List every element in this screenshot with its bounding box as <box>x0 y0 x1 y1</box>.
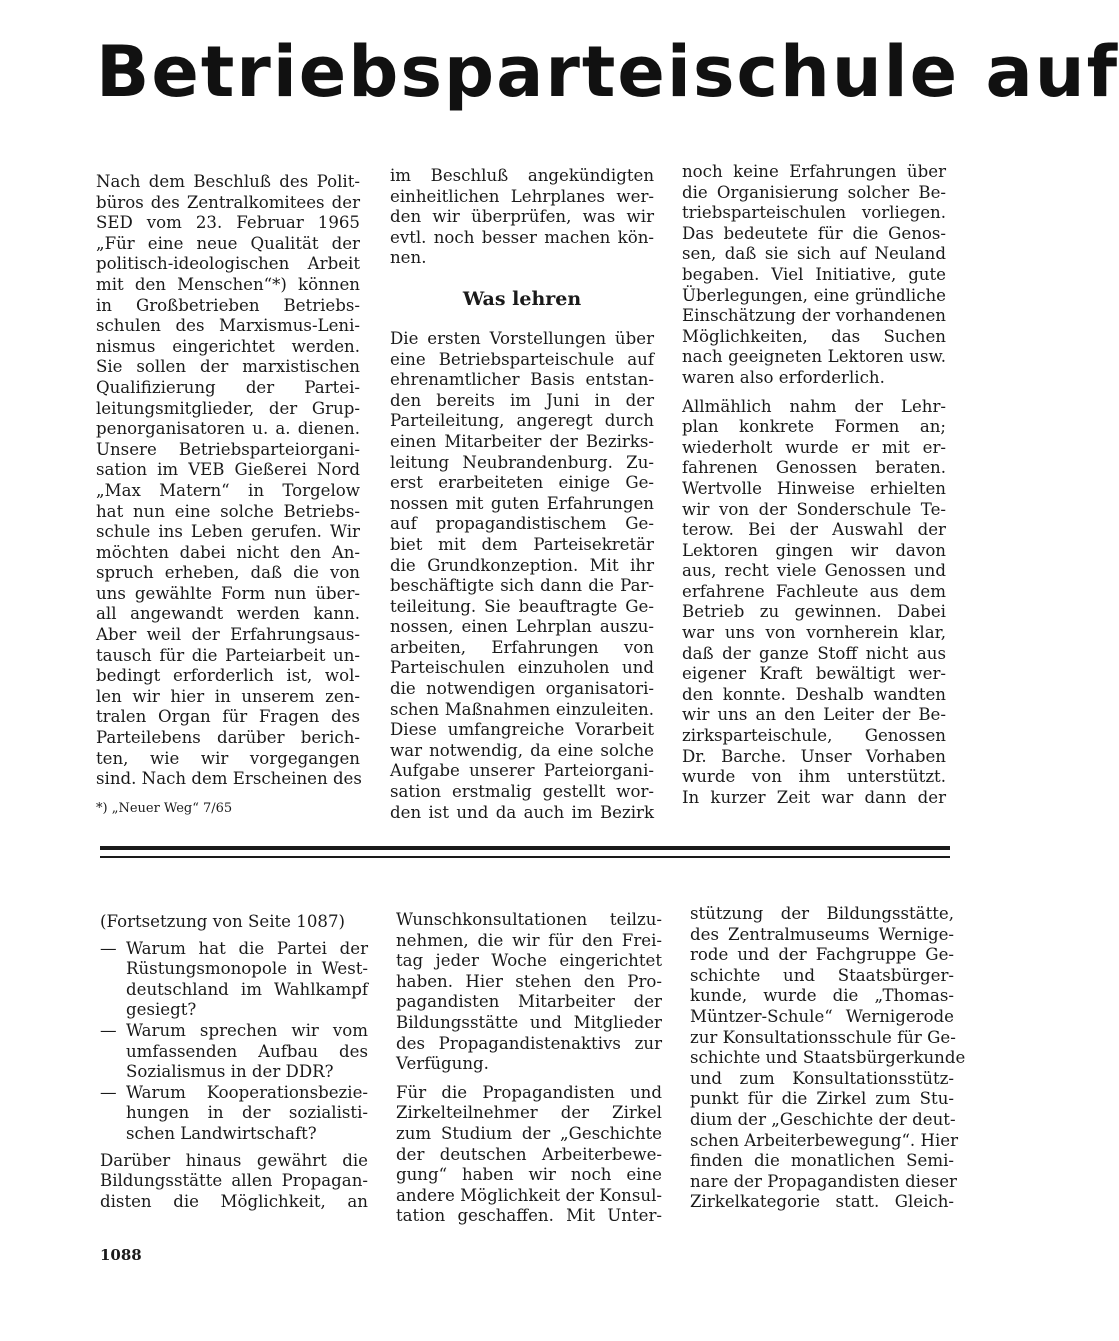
text-line: finden die monatlichen Semi- <box>690 1151 954 1171</box>
dash-bullet: — <box>100 938 117 958</box>
text-line: schule ins Leben gerufen. Wir <box>96 522 360 542</box>
text-line: war uns von vornherein klar, <box>682 623 946 643</box>
text-line: Diese umfangreiche Vorarbeit <box>390 720 654 740</box>
text-line: die Grundkonzeption. Mit ihr <box>390 555 654 575</box>
article-column-3 <box>682 162 946 808</box>
text-line: eigener Kraft bewältigt wer- <box>682 664 946 684</box>
text-line: nehmen, die wir für den Frei- <box>396 930 662 950</box>
question-item <box>100 1021 368 1083</box>
text-line: plan konkrete Formen an; <box>682 417 946 437</box>
text-line: Parteilebens darüber berich- <box>96 728 360 748</box>
text-line: zur Konsultationsschule für Ge- <box>690 1027 956 1047</box>
text-line: einheitlichen Lehrplanes wer- <box>390 186 654 206</box>
text-line: hat nun eine solche Betriebs- <box>96 501 360 521</box>
text-line: Aber weil der Erfahrungsaus- <box>96 625 360 645</box>
text-line: sation erstmalig gestellt wor- <box>390 782 654 802</box>
subheading: Was lehren <box>462 287 582 310</box>
text-line: Dr. Barche. Unser Vorhaben <box>682 746 946 766</box>
text-line <box>100 1124 368 1145</box>
text-line: erst erarbeiteten einige Ge- <box>390 473 654 493</box>
text-line: der deutschen Arbeiterbewe- <box>396 1144 662 1164</box>
text-line <box>100 1042 368 1063</box>
text-line: einen Mitarbeiter der Bezirks- <box>390 431 654 451</box>
text-line: auf propagandistischem Ge- <box>390 514 654 534</box>
text-line: waren also erforderlich. <box>682 367 885 387</box>
question-text: deutschland im Wahlkampf <box>126 979 368 999</box>
section-divider <box>100 846 950 850</box>
text-line: stützung der Bildungsstätte, <box>690 904 954 923</box>
text-line: wir uns an den Leiter der Be- <box>682 705 946 725</box>
text-line: sind. Nach dem Erscheinen des <box>96 769 362 789</box>
text-line: nach geeigneten Lektoren usw. <box>682 347 946 367</box>
text-line: begaben. Viel Initiative, gute <box>682 264 946 284</box>
text-line: Zirkelteilnehmer der Zirkel <box>396 1103 662 1123</box>
text-line: zirksparteischule, Genossen <box>682 726 946 746</box>
text-line: SED vom 23. Februar 1965 <box>96 213 360 233</box>
article-column-2 <box>390 166 654 823</box>
text-line: zum Studium der „Geschichte <box>396 1123 662 1143</box>
text-line: tausch für die Parteiarbeit un- <box>96 645 360 665</box>
text-line: noch keine Erfahrungen über <box>682 162 946 181</box>
text-line: ten, wie wir vorgegangen <box>96 748 360 768</box>
text-line: Wertvolle Hinweise erhielten <box>682 478 946 498</box>
question-text: schen Landwirtschaft? <box>126 1123 317 1143</box>
text-line: len wir hier in unserem zen- <box>96 686 360 706</box>
text-line: Parteischulen einzuholen und <box>390 658 654 678</box>
text-line: triebsparteischulen vorliegen. <box>682 203 946 223</box>
text-line: rode und der Fachgruppe Ge- <box>690 945 954 965</box>
text-line: und zum Konsultationsstütz- <box>690 1068 954 1088</box>
question-item <box>100 1083 368 1145</box>
text-line: nossen mit guten Erfahrungen <box>390 493 654 513</box>
text-line: leitung Neubrandenburg. Zu- <box>390 452 654 472</box>
text-line: den konnte. Deshalb wandten <box>682 684 946 704</box>
question-text: hungen in der sozialisti- <box>126 1103 368 1123</box>
text-line <box>100 1062 368 1083</box>
text-line: den ist und da auch im Bezirk <box>390 802 654 822</box>
text-line: wurde von ihm unterstützt. <box>682 767 946 787</box>
dash-bullet: — <box>100 1082 117 1102</box>
text-line: tation geschaffen. Mit Unter- <box>396 1206 662 1226</box>
text-line <box>100 959 368 980</box>
text-line: eine Betriebsparteischule auf <box>390 349 654 369</box>
text-line: schen Arbeiterbewegung“. Hier <box>690 1130 959 1150</box>
text-line: Verfügung. <box>396 1054 489 1074</box>
question-item <box>100 939 368 1021</box>
footnote: *) „Neuer Weg“ 7/65 <box>96 801 233 816</box>
text-line: gung“ haben wir noch eine <box>396 1165 662 1185</box>
text-line <box>100 1103 368 1124</box>
page-number: 1088 <box>100 1246 142 1264</box>
text-line: leitungsmitglieder, der Grup- <box>96 398 360 418</box>
text-line: Betrieb zu gewinnen. Dabei <box>682 602 946 622</box>
text-line: Sie sollen der marxistischen <box>96 357 360 377</box>
question-text: Warum hat die Partei der <box>126 938 368 958</box>
text-line: büros des Zentralkomitees der <box>96 192 360 212</box>
text-line <box>100 1021 368 1042</box>
continuation-intro: (Fortsetzung von Seite 1087) <box>100 912 345 931</box>
text-line: fahrenen Genossen beraten. <box>682 458 946 478</box>
text-line: wiederholt wurde er mit er- <box>682 437 946 457</box>
question-text: Rüstungsmonopole in West- <box>126 959 368 979</box>
text-line: Einschätzung der vorhandenen <box>682 306 946 326</box>
text-line: Bildungsstätte und Mitglieder <box>396 1012 662 1032</box>
text-line: „Max Matern“ in Torgelow <box>96 480 360 500</box>
text-line: disten die Möglichkeit, an <box>100 1191 368 1211</box>
text-line: In kurzer Zeit war dann der <box>682 787 946 807</box>
text-line: arbeiten, Erfahrungen von <box>390 637 654 657</box>
text-line: die notwendigen organisatori- <box>390 679 654 699</box>
text-line: Darüber hinaus gewährt die <box>100 1150 368 1170</box>
text-line: spruch erheben, daß die von <box>96 563 360 583</box>
article-headline: Betriebsparteischule auf <box>96 31 1119 113</box>
article-column-1 <box>96 172 360 790</box>
question-text: umfassenden Aufbau des <box>126 1041 368 1061</box>
text-line: war notwendig, da eine solche <box>390 740 654 760</box>
text-line: Zirkelkategorie statt. Gleich- <box>690 1192 954 1212</box>
text-line: des Zentralmuseums Wernige- <box>690 924 954 944</box>
text-line: schichte und Staatsbürger- <box>690 965 954 985</box>
text-line: Allmählich nahm der Lehr- <box>682 396 946 416</box>
text-line: im Beschluß angekündigten <box>390 166 654 185</box>
text-line: tag jeder Woche eingerichtet <box>396 951 662 971</box>
text-line: nismus eingerichtet werden. <box>96 336 360 356</box>
text-line: wir von der Sonderschule Te- <box>682 499 946 519</box>
text-line: tralen Organ für Fragen des <box>96 707 360 727</box>
text-line: schulen des Marxismus-Leni- <box>96 316 360 336</box>
section-divider-thin <box>100 856 950 858</box>
text-line: schichte und Staatsbürgerkunde <box>690 1048 966 1068</box>
text-line <box>100 939 368 960</box>
text-line: Parteileitung, angeregt durch <box>390 411 654 431</box>
text-line: Nach dem Beschluß des Polit- <box>96 172 360 191</box>
text-line: haben. Hier stehen den Pro- <box>396 971 662 991</box>
continuation-column-2 <box>396 910 662 1227</box>
text-line: terow. Bei der Auswahl der <box>682 520 946 540</box>
text-line: Für die Propagandisten und <box>396 1082 662 1102</box>
text-line: des Propagandistenaktivs zur <box>396 1033 662 1053</box>
text-line: politisch-ideologischen Arbeit <box>96 254 360 274</box>
text-line: die Organisierung solcher Be- <box>682 182 946 202</box>
question-text: Warum Kooperationsbezie- <box>126 1082 368 1102</box>
text-line: ehrenamtlicher Basis entstan- <box>390 370 654 390</box>
question-text: Warum sprechen wir vom <box>126 1020 368 1040</box>
text-line: Möglichkeiten, das Suchen <box>682 326 946 346</box>
text-line: kunde, wurde die „Thomas- <box>690 986 954 1006</box>
text-line <box>100 980 368 1001</box>
text-line: biet mit dem Parteisekretär <box>390 534 654 554</box>
question-text: gesiegt? <box>126 1000 197 1020</box>
text-line: Wunschkonsultationen teilzu- <box>396 910 662 929</box>
text-line <box>100 1000 368 1021</box>
text-line: aus, recht viele Genossen und <box>682 561 946 581</box>
text-line: Das bedeutete für die Genos- <box>682 223 946 243</box>
text-line: uns gewählte Form nun über- <box>96 583 360 603</box>
dash-bullet: — <box>100 1020 117 1040</box>
text-line: pagandisten Mitarbeiter der <box>396 992 662 1012</box>
text-line: Qualifizierung der Partei- <box>96 377 360 397</box>
text-line: nare der Propagandisten dieser <box>690 1171 957 1191</box>
text-line: sen, daß sie sich auf Neuland <box>682 244 946 264</box>
text-line: dium der „Geschichte der deut- <box>690 1109 956 1129</box>
text-line: Lektoren gingen wir davon <box>682 540 946 560</box>
text-line: bedingt erforderlich ist, wol- <box>96 666 360 686</box>
text-line: all angewandt werden kann. <box>96 604 360 624</box>
text-line: mit den Menschen“*) können <box>96 274 360 294</box>
text-line: erfahrene Fachleute aus dem <box>682 581 946 601</box>
text-line: „Für eine neue Qualität der <box>96 233 360 253</box>
text-line: Müntzer-Schule“ Wernigerode <box>690 1006 954 1026</box>
text-line: daß der ganze Stoff nicht aus <box>682 643 946 663</box>
continuation-column-1 <box>100 912 368 1212</box>
text-line: punkt für die Zirkel zum Stu- <box>690 1089 954 1109</box>
text-line: nen. <box>390 248 427 268</box>
text-line: teileitung. Sie beauftragte Ge- <box>390 596 654 616</box>
text-line: evtl. noch besser machen kön- <box>390 227 654 247</box>
text-line: in Großbetrieben Betriebs- <box>96 295 360 315</box>
text-line: penorganisatoren u. a. dienen. <box>96 419 360 439</box>
text-line: möchten dabei nicht den An- <box>96 542 360 562</box>
text-line: sation im VEB Gießerei Nord <box>96 460 360 480</box>
text-line: den wir überprüfen, was wir <box>390 207 654 227</box>
text-line: Die ersten Vorstellungen über <box>390 328 654 348</box>
question-text: Sozialismus in der DDR? <box>126 1062 334 1082</box>
text-line: Unsere Betriebsparteiorgani- <box>96 439 360 459</box>
text-line: den bereits im Juni in der <box>390 390 654 410</box>
continuation-column-3 <box>690 904 966 1213</box>
text-line: Überlegungen, eine gründliche <box>682 285 946 305</box>
text-line: beschäftigte sich dann die Par- <box>390 576 654 596</box>
text-line: schen Maßnahmen einzuleiten. <box>390 699 654 719</box>
text-line: Aufgabe unserer Parteiorgani- <box>390 761 654 781</box>
text-line: Bildungsstätte allen Propagan- <box>100 1171 368 1191</box>
text-line <box>100 1083 368 1104</box>
text-line: nossen, einen Lehrplan auszu- <box>390 617 654 637</box>
text-line: andere Möglichkeit der Konsul- <box>396 1185 662 1205</box>
